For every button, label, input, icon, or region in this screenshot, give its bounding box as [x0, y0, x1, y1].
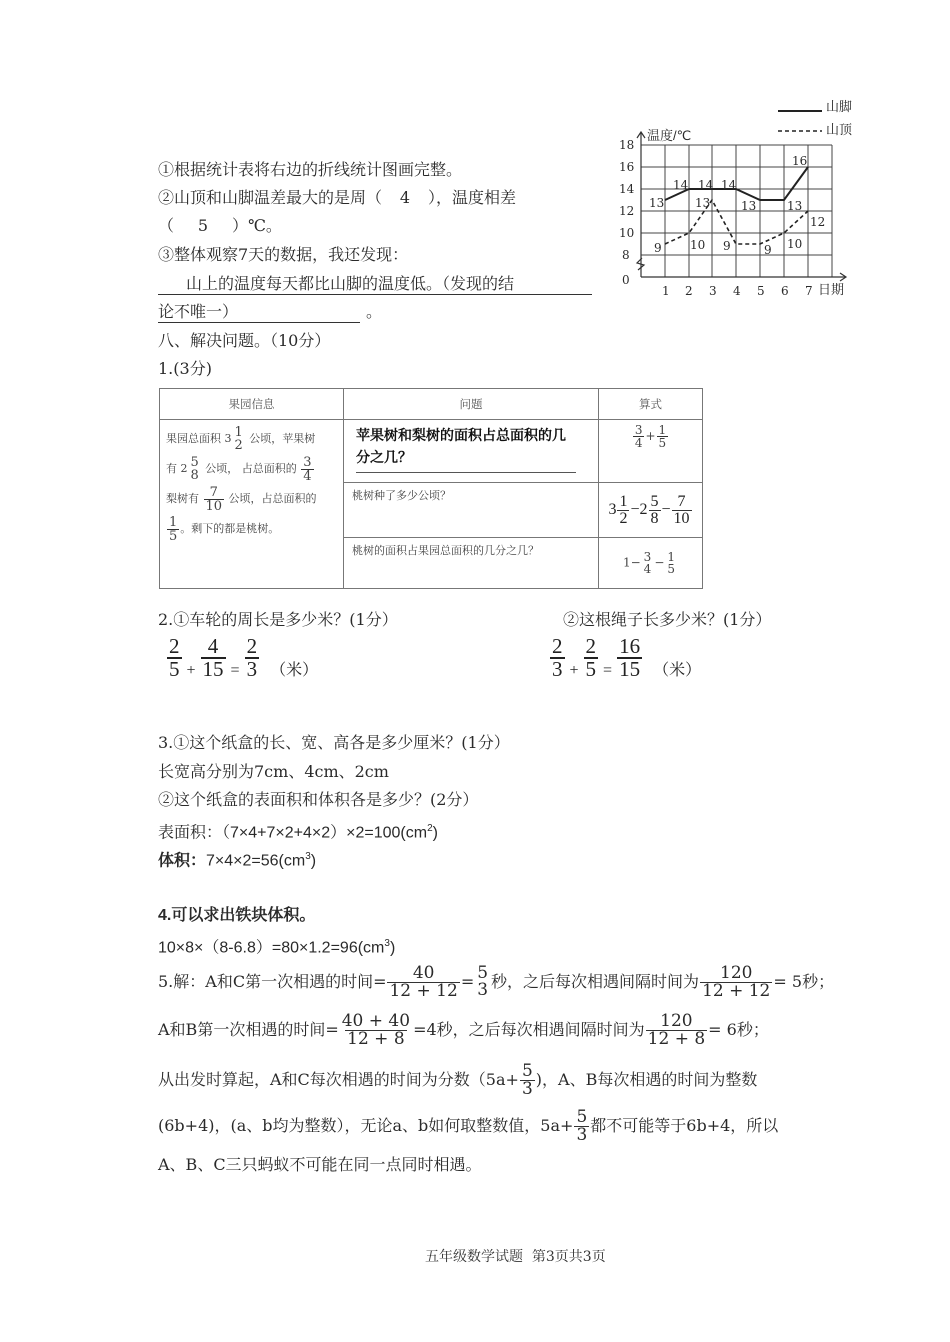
y-tick: 8: [622, 248, 630, 262]
x-tick: 2: [685, 284, 693, 298]
y-axis-label: 温度/℃: [647, 128, 692, 143]
header-orchard-info: 果园信息: [160, 389, 344, 420]
header-question: 问题: [344, 389, 599, 420]
point-label: 9: [764, 243, 772, 257]
formula-cell-2: 3 $\frac{1}{2}$ −2 $\frac{5}{8}$ − $\frac{7}{10}$: [599, 483, 703, 538]
problem-5-line2: A和B第一次相遇的时间= $\frac{40 + 40}{12 + 8}$ =4秒，之后每次相遇间隔时间为 $\frac{120}{12 + 8}$ = 6秒；: [158, 1010, 769, 1049]
header-formula: 算式: [599, 389, 703, 420]
problem-2-q2: ②这根绳子长多少米？(1分）: [563, 610, 772, 629]
problem-5-line4: (6b+4)，(a、b均为整数），无论a、b如何取整数值，5a+ $\frac{5}{3}$ 都不可能等于6b+4，所以: [158, 1106, 779, 1145]
section-8-title: 八、解决问题。（10分）: [158, 331, 331, 350]
y-tick: 0: [622, 273, 630, 287]
answer-7-3-line2: 论不唯一） 。: [158, 302, 383, 321]
problem-4-title: 4.可以求出铁块体积。: [158, 907, 316, 924]
question-7-3: ③整体观察7天的数据，我还发现：: [158, 245, 409, 264]
problem-3-a3: 体积：$7\times 4\times 2=56(cm^3)$: [158, 851, 317, 870]
x-tick: 5: [757, 284, 765, 298]
temperature-line-chart: [610, 90, 870, 300]
y-tick: 12: [619, 204, 635, 218]
problem-3-a2: 表面积：$(7\times 4+7\times 2+4\times 2)\times 2=100(cm^2)$: [158, 822, 438, 842]
point-label: 13: [649, 196, 665, 210]
question-7-1: ①根据统计表将右边的折线统计图画完整。: [158, 160, 463, 179]
point-label: 10: [690, 238, 706, 252]
page-footer: 五年级数学试题 第3页共3页: [425, 1249, 606, 1265]
point-label: 12: [810, 215, 826, 229]
y-tick: 18: [619, 138, 635, 152]
answer-temp-diff: 5: [197, 216, 209, 235]
problem-1-label: 1.(3分): [158, 359, 212, 378]
answer-weekday: 4: [399, 188, 411, 207]
problem-4-expr: $10\times 8\times(8-6.8)=80\times 1.2=96(cm^3)$: [158, 938, 396, 957]
problem-2-q1-equation: $\frac{2}{5}$ + $\frac{4}{15}$ = $\frac{2}{3}$ （米）: [169, 634, 319, 681]
answer-7-3-line1: 山上的温度每天都比山脚的温度低。（发现的结: [158, 274, 592, 295]
point-label: 14: [673, 178, 689, 192]
point-label: 13: [741, 199, 757, 213]
formula-cell-1: $\frac{3}{4}$ + $\frac{1}{5}$: [599, 420, 703, 483]
y-tick: 10: [619, 226, 635, 240]
point-label: 9: [654, 241, 662, 255]
point-label: 13: [695, 196, 711, 210]
x-tick: 1: [662, 284, 670, 298]
x-tick: 3: [709, 284, 717, 298]
point-label: 10: [787, 237, 803, 251]
formula-cell-3: 1− 3 4 − 1 5: [599, 538, 703, 589]
point-label: 9: [723, 239, 731, 253]
problem-3-a1: 长宽高分别为7cm、4cm、2cm: [158, 762, 389, 781]
question-cell-2: 桃树种了多少公顷？: [344, 483, 599, 538]
y-tick: 16: [619, 160, 635, 174]
x-tick: 7: [805, 284, 813, 298]
legend-top-label: 山顶: [826, 123, 853, 138]
y-tick: 14: [619, 182, 635, 196]
question-cell-1: 苹果树和梨树的面积占总面积的几分之几？: [344, 420, 599, 483]
problem-2-q2-equation: $\frac{2}{3}$ + $\frac{2}{5}$ = $\frac{16}{15}$ （米）: [552, 634, 702, 681]
question-7-2-cont: （ 5 ）℃。: [158, 216, 282, 235]
x-tick: 4: [733, 284, 741, 298]
legend-foot-label: 山脚: [826, 100, 853, 115]
problem-5-line3: 从出发时算起，A和C每次相遇的时间为分数（5a+ $\frac{5}{3}$ )，A、B每次相遇的时间为整数: [158, 1060, 758, 1099]
problem-5-line1: 5.解：A和C第一次相遇的时间= $\frac{40}{12 + 12}$ = 5 3 秒，之后每次相遇间隔时间为 $\frac{120}{12 + 12}$ = 5秒；: [158, 962, 835, 1001]
problem-3-q2: ②这个纸盒的表面积和体积各是多少？(2分）: [158, 790, 479, 809]
orchard-table: [159, 388, 703, 589]
problem-3-q1: 3.①这个纸盒的长、宽、高各是多少厘米？(1分）: [158, 733, 510, 752]
problem-2-q1: 2.①车轮的周长是多少米？(1分）: [158, 610, 398, 629]
point-label: 14: [721, 178, 737, 192]
question-7-2: ②山顶和山脚温差最大的是周（ 4 ），温度相差: [158, 188, 517, 207]
question-cell-3: 桃树的面积占果园总面积的几分之几？: [344, 538, 599, 589]
point-label: 16: [792, 154, 808, 168]
point-label: 14: [698, 178, 714, 192]
problem-5-line5: A、B、C三只蚂蚁不可能在同一点同时相遇。: [158, 1155, 482, 1174]
orchard-info-cell: 果园总面积 3 1 2 公顷，苹果树 有 2 5 8 公顷， 占总面积的 $\frac{3}{4}$ 梨树有 $\frac{7}{10}$ 公顷，占总面积的 $\frac{1}{5}$ 。剩下的都是桃树。: [160, 420, 344, 589]
x-axis-label: 日期: [818, 283, 845, 298]
x-tick: 6: [781, 284, 789, 298]
point-label: 13: [787, 199, 803, 213]
